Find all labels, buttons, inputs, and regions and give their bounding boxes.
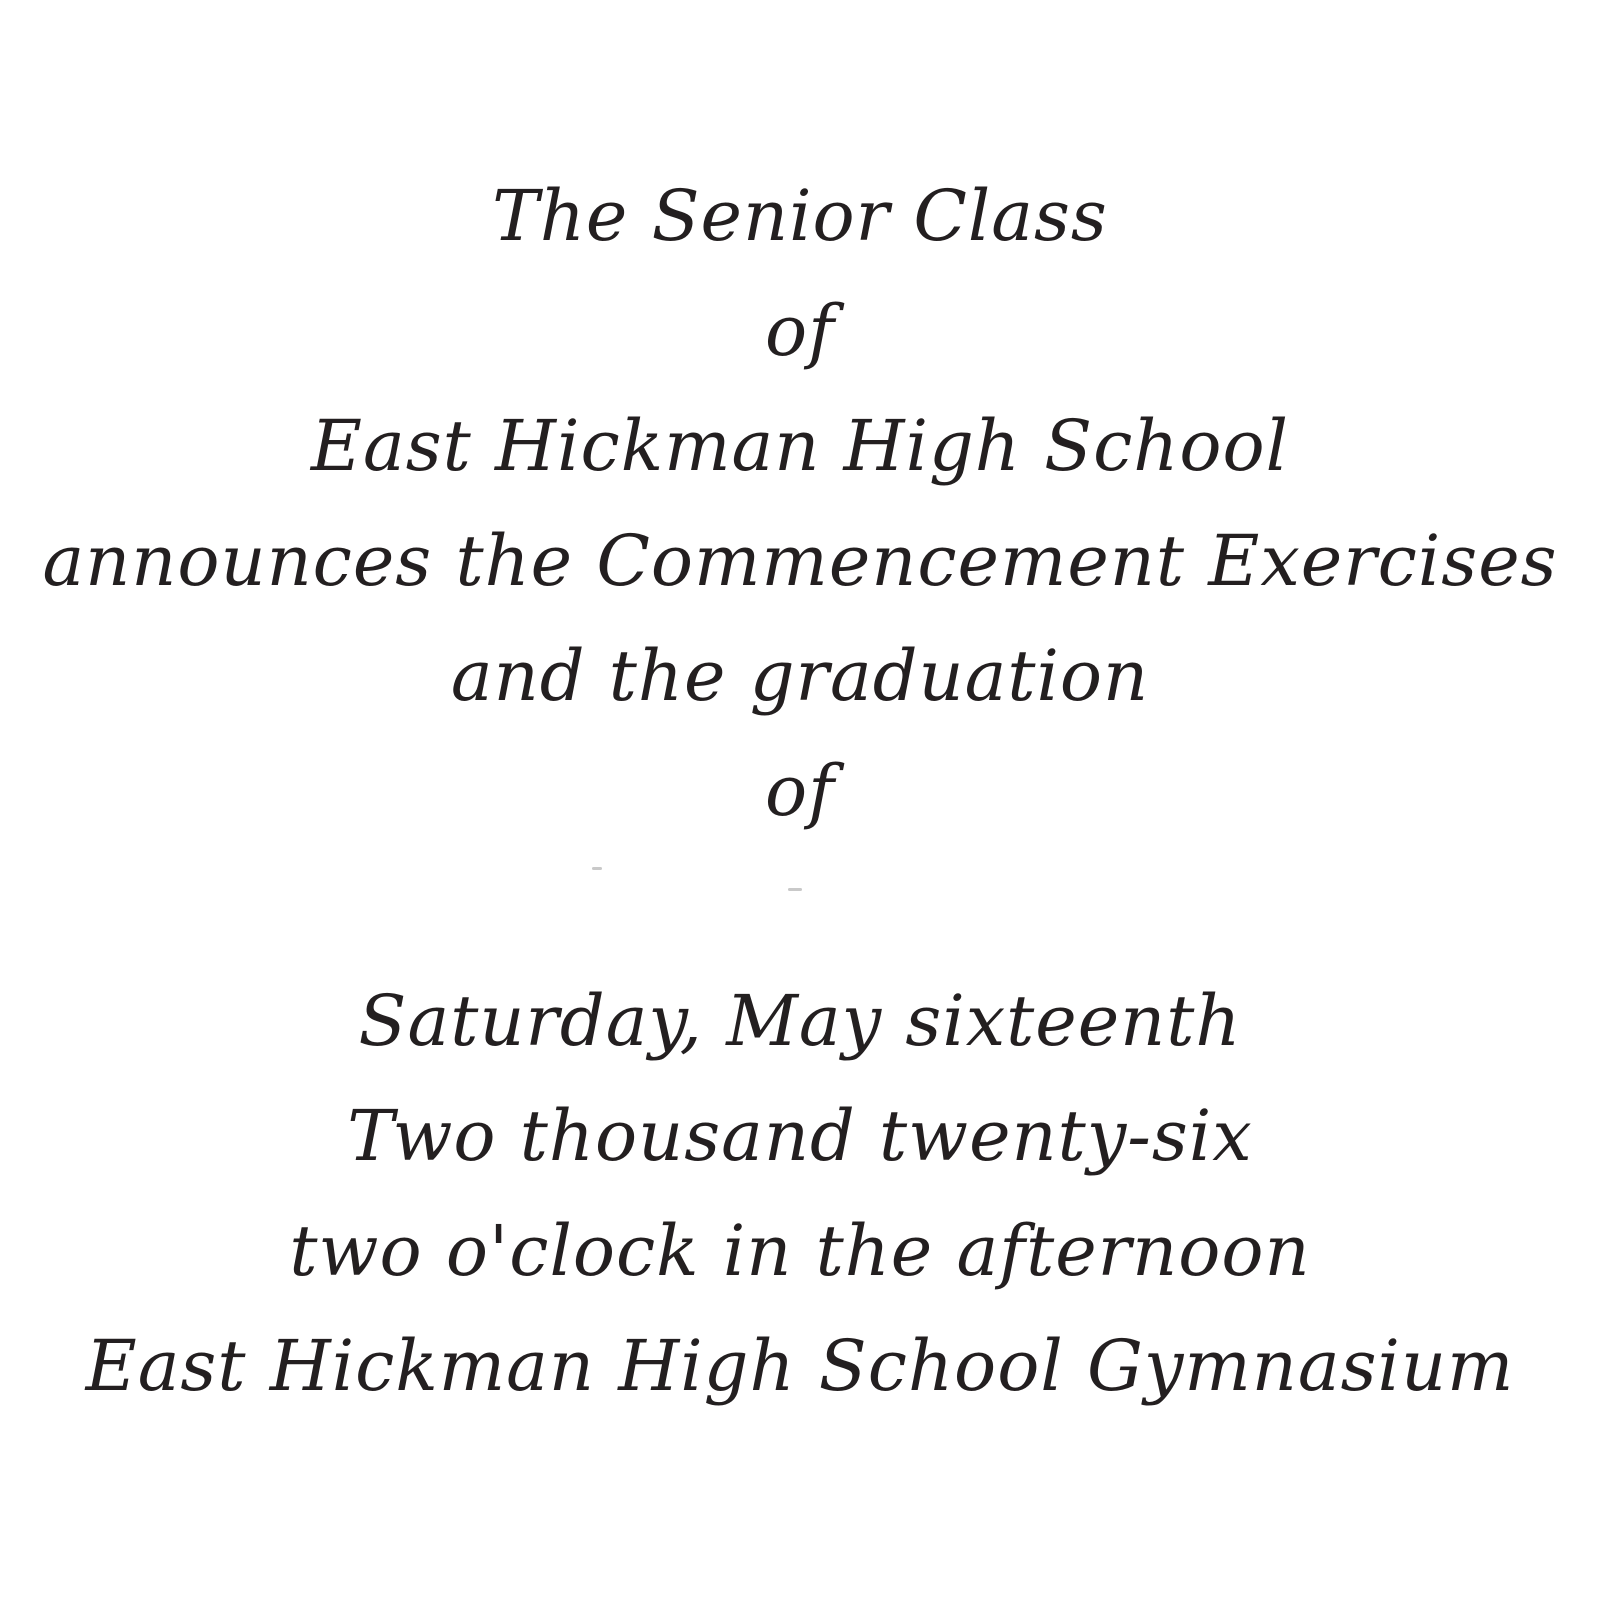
announcement-line-graduation: and the graduation: [450, 634, 1150, 717]
announcement-line-commencement: announces the Commencement Exercises: [42, 519, 1558, 602]
announcement-line-of-2: of: [764, 749, 836, 832]
announcement-line-venue: East Hickman High School Gymnasium: [85, 1324, 1515, 1407]
announcement-line-of-1: of: [764, 289, 836, 372]
scan-artifact-mark: [788, 888, 802, 891]
announcement-line-school-name: East Hickman High School: [310, 404, 1290, 487]
announcement-line-date: Saturday, May sixteenth: [358, 979, 1242, 1062]
announcement-line-time: two o'clock in the afternoon: [289, 1209, 1311, 1292]
announcement-line-year: Two thousand twenty-six: [347, 1094, 1253, 1177]
scan-artifact-mark: [592, 867, 602, 870]
announcement-text-block: [0, 158, 1600, 1423]
announcement-line-senior-class: The Senior Class: [492, 174, 1108, 257]
